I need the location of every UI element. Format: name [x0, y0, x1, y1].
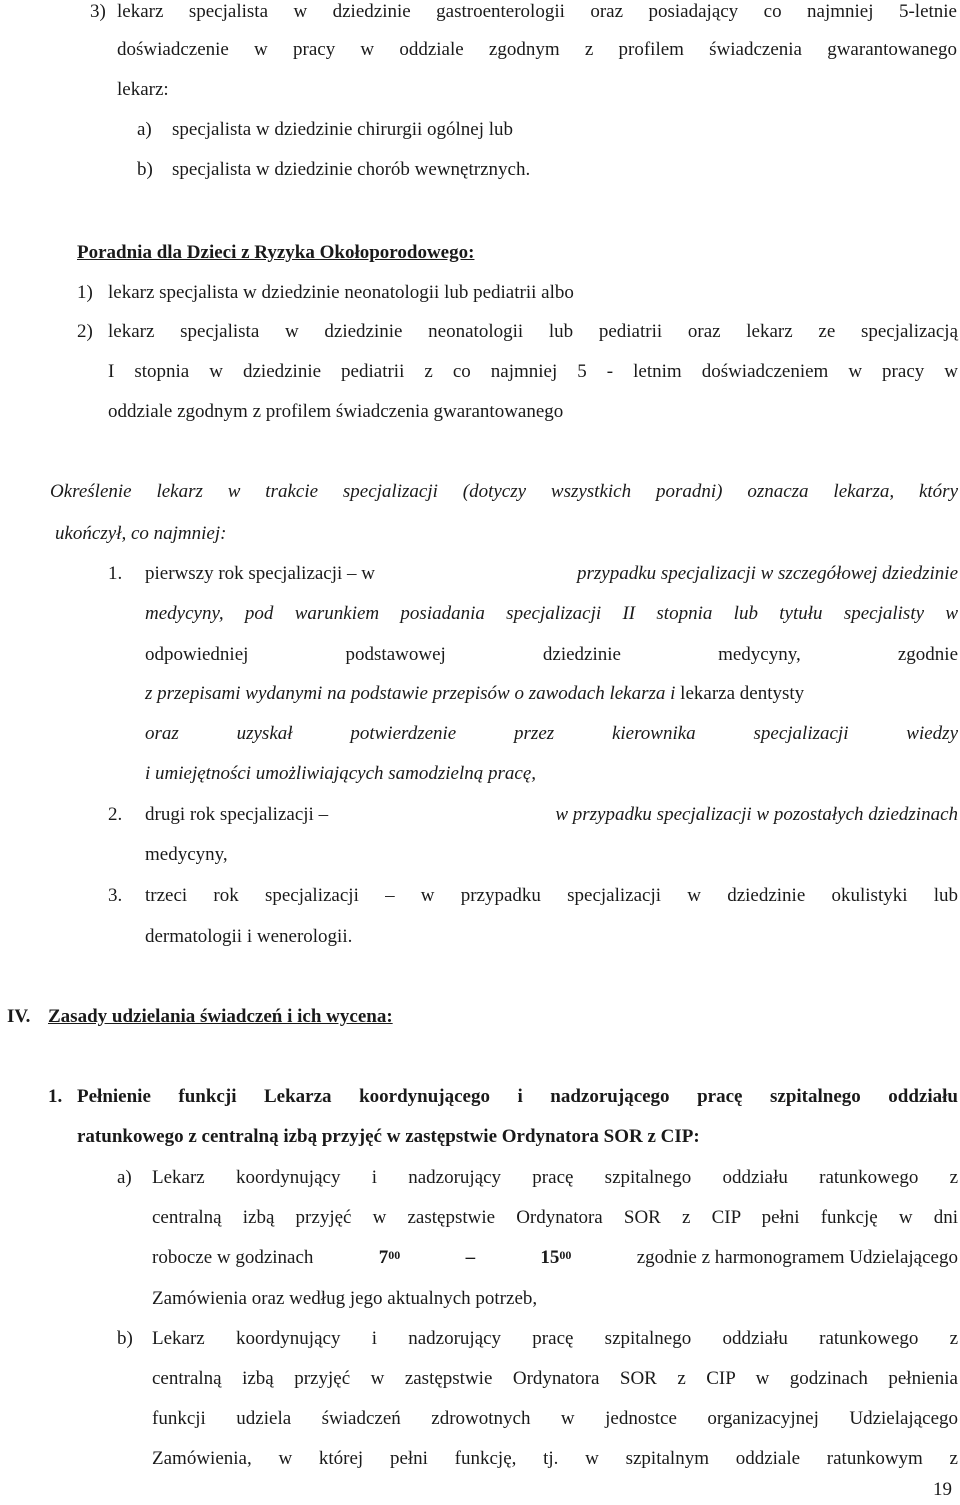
list-item-text: centralną izbą przyjęć w zastępstwie Ordynatora SOR z CIP w godzinach pełnienia — [152, 1368, 958, 1389]
section-heading: Poradnia dla Dzieci z Ryzyka Okołoporodowego: — [77, 242, 475, 263]
list-item-text: oddziale zgodnym z profilem świadczenia gwarantowanego — [108, 401, 564, 422]
list-number: 1. — [48, 1086, 63, 1107]
time-end: $15^{00}$ — [540, 1247, 572, 1268]
section-number: IV. — [7, 1006, 31, 1027]
list-item-text: zgodnie z harmonogramem Udzielającego — [636, 1247, 958, 1268]
list-item-text: medycyny, pod warunkiem posiadania specjalizacji II stopnia lub tytułu specjalisty w — [145, 603, 958, 624]
list-number: 2. — [108, 804, 123, 825]
list-item-text: w przypadku specjalizacji w pozostałych dziedzinach — [555, 804, 958, 825]
list-item-text: lekarz specjalista w dziedzinie neonatologii lub pediatrii albo — [108, 282, 574, 303]
list-item-text: i umiejętności umożliwiających samodzielną pracę, — [145, 763, 537, 784]
section-heading: Zasady udzielania świadczeń i ich wycena: — [48, 1006, 393, 1027]
list-number: 3. — [108, 885, 123, 906]
list-number: 2) — [77, 321, 93, 342]
list-item-text: trzeci rok specjalizacji – w przypadku specjalizacji w dziedzinie okulistyki lub — [145, 885, 958, 906]
subsection-heading: Pełnienie funkcji Lekarza koordynującego i nadzorującego pracę szpitalnego oddziału — [77, 1086, 958, 1107]
list-item-text: lekarz specjalista w dziedzinie neonatologii lub pediatrii oraz lekarz ze specjalizacją — [108, 321, 958, 342]
list-letter: b) — [117, 1328, 133, 1349]
subsection-heading: ratunkowego z centralną izbą przyjęć w zastępstwie Ordynatora SOR z CIP: — [77, 1126, 700, 1147]
list-item-line — [145, 562, 958, 586]
definition-text: Określenie lekarz w trakcie specjalizacji (dotyczy wszystkich poradni) oznacza lekarza, który — [50, 481, 958, 502]
list-letter: a) — [137, 119, 152, 140]
list-item-text: funkcji udziela świadczeń zdrowotnych w jednostce organizacyjnej Udzielającego — [152, 1408, 958, 1429]
list-item-text: oraz uzyskał potwierdzenie przez kierownika specjalizacji wiedzy — [145, 723, 958, 744]
list-item-text: Lekarz koordynujący i nadzorujący pracę szpitalnego oddziału ratunkowego z — [152, 1328, 958, 1349]
definition-text: ukończył, co najmniej: — [55, 523, 227, 544]
list-item-text: Lekarz koordynujący i nadzorujący pracę szpitalnego oddziału ratunkowego z — [152, 1167, 958, 1188]
list-number: 1) — [77, 282, 93, 303]
list-item-text: przypadku specjalizacji w szczegółowej dziedzinie — [576, 563, 958, 584]
list-item-text: Zamówienia oraz według jego aktualnych potrzeb, — [152, 1288, 538, 1309]
paragraph-line: doświadczenie w pracy w oddziale zgodnym z profilem świadczenia gwarantowanego — [117, 39, 957, 60]
list-item-line — [145, 803, 958, 827]
list-item-text: I stopnia w dziedzinie pediatrii z co najmniej 5 - letnim doświadczeniem w pracy w — [108, 361, 958, 382]
list-item-text: specjalista w dziedzinie chirurgii ogólnej lub — [172, 119, 514, 140]
list-letter: b) — [137, 159, 153, 180]
list-item-text: pierwszy rok specjalizacji – w — [145, 563, 376, 584]
list-item-text: dermatologii i wenerologii. — [145, 926, 353, 947]
list-letter: a) — [117, 1167, 132, 1188]
time-start: $7^{00}$ — [378, 1247, 401, 1268]
list-item-text: odpowiedniej podstawowej dziedzinie medycyny, zgodnie — [145, 644, 958, 665]
list-number: 3) — [90, 1, 106, 22]
list-item-text: specjalista w dziedzinie chorób wewnętrznych. — [172, 159, 531, 180]
page-number: 19 — [933, 1479, 952, 1500]
list-item-line — [145, 682, 804, 706]
list-number: 1. — [108, 563, 123, 584]
list-item-text: lekarza dentysty — [680, 683, 805, 704]
paragraph-line: lekarz specjalista w dziedzinie gastroenterologii oraz posiadający co najmniej 5-letnie — [117, 1, 957, 22]
time-dash: – — [465, 1247, 476, 1268]
list-item-text: medycyny, — [145, 844, 228, 865]
list-item-text: drugi rok specjalizacji – — [145, 804, 329, 825]
list-item-text: z przepisami wydanymi na podstawie przepisów o zawodach lekarza i — [145, 683, 676, 704]
list-item-text: Zamówienia, w której pełni funkcję, tj. w szpitalnym oddziale ratunkowym z — [152, 1448, 958, 1469]
list-item-text: centralną izbą przyjęć w zastępstwie Ordynatora SOR z CIP pełni funkcję w dni — [152, 1207, 958, 1228]
paragraph-line: lekarz: — [117, 79, 169, 100]
list-item-line — [152, 1246, 958, 1270]
list-item-text: robocze w godzinach — [152, 1247, 314, 1268]
